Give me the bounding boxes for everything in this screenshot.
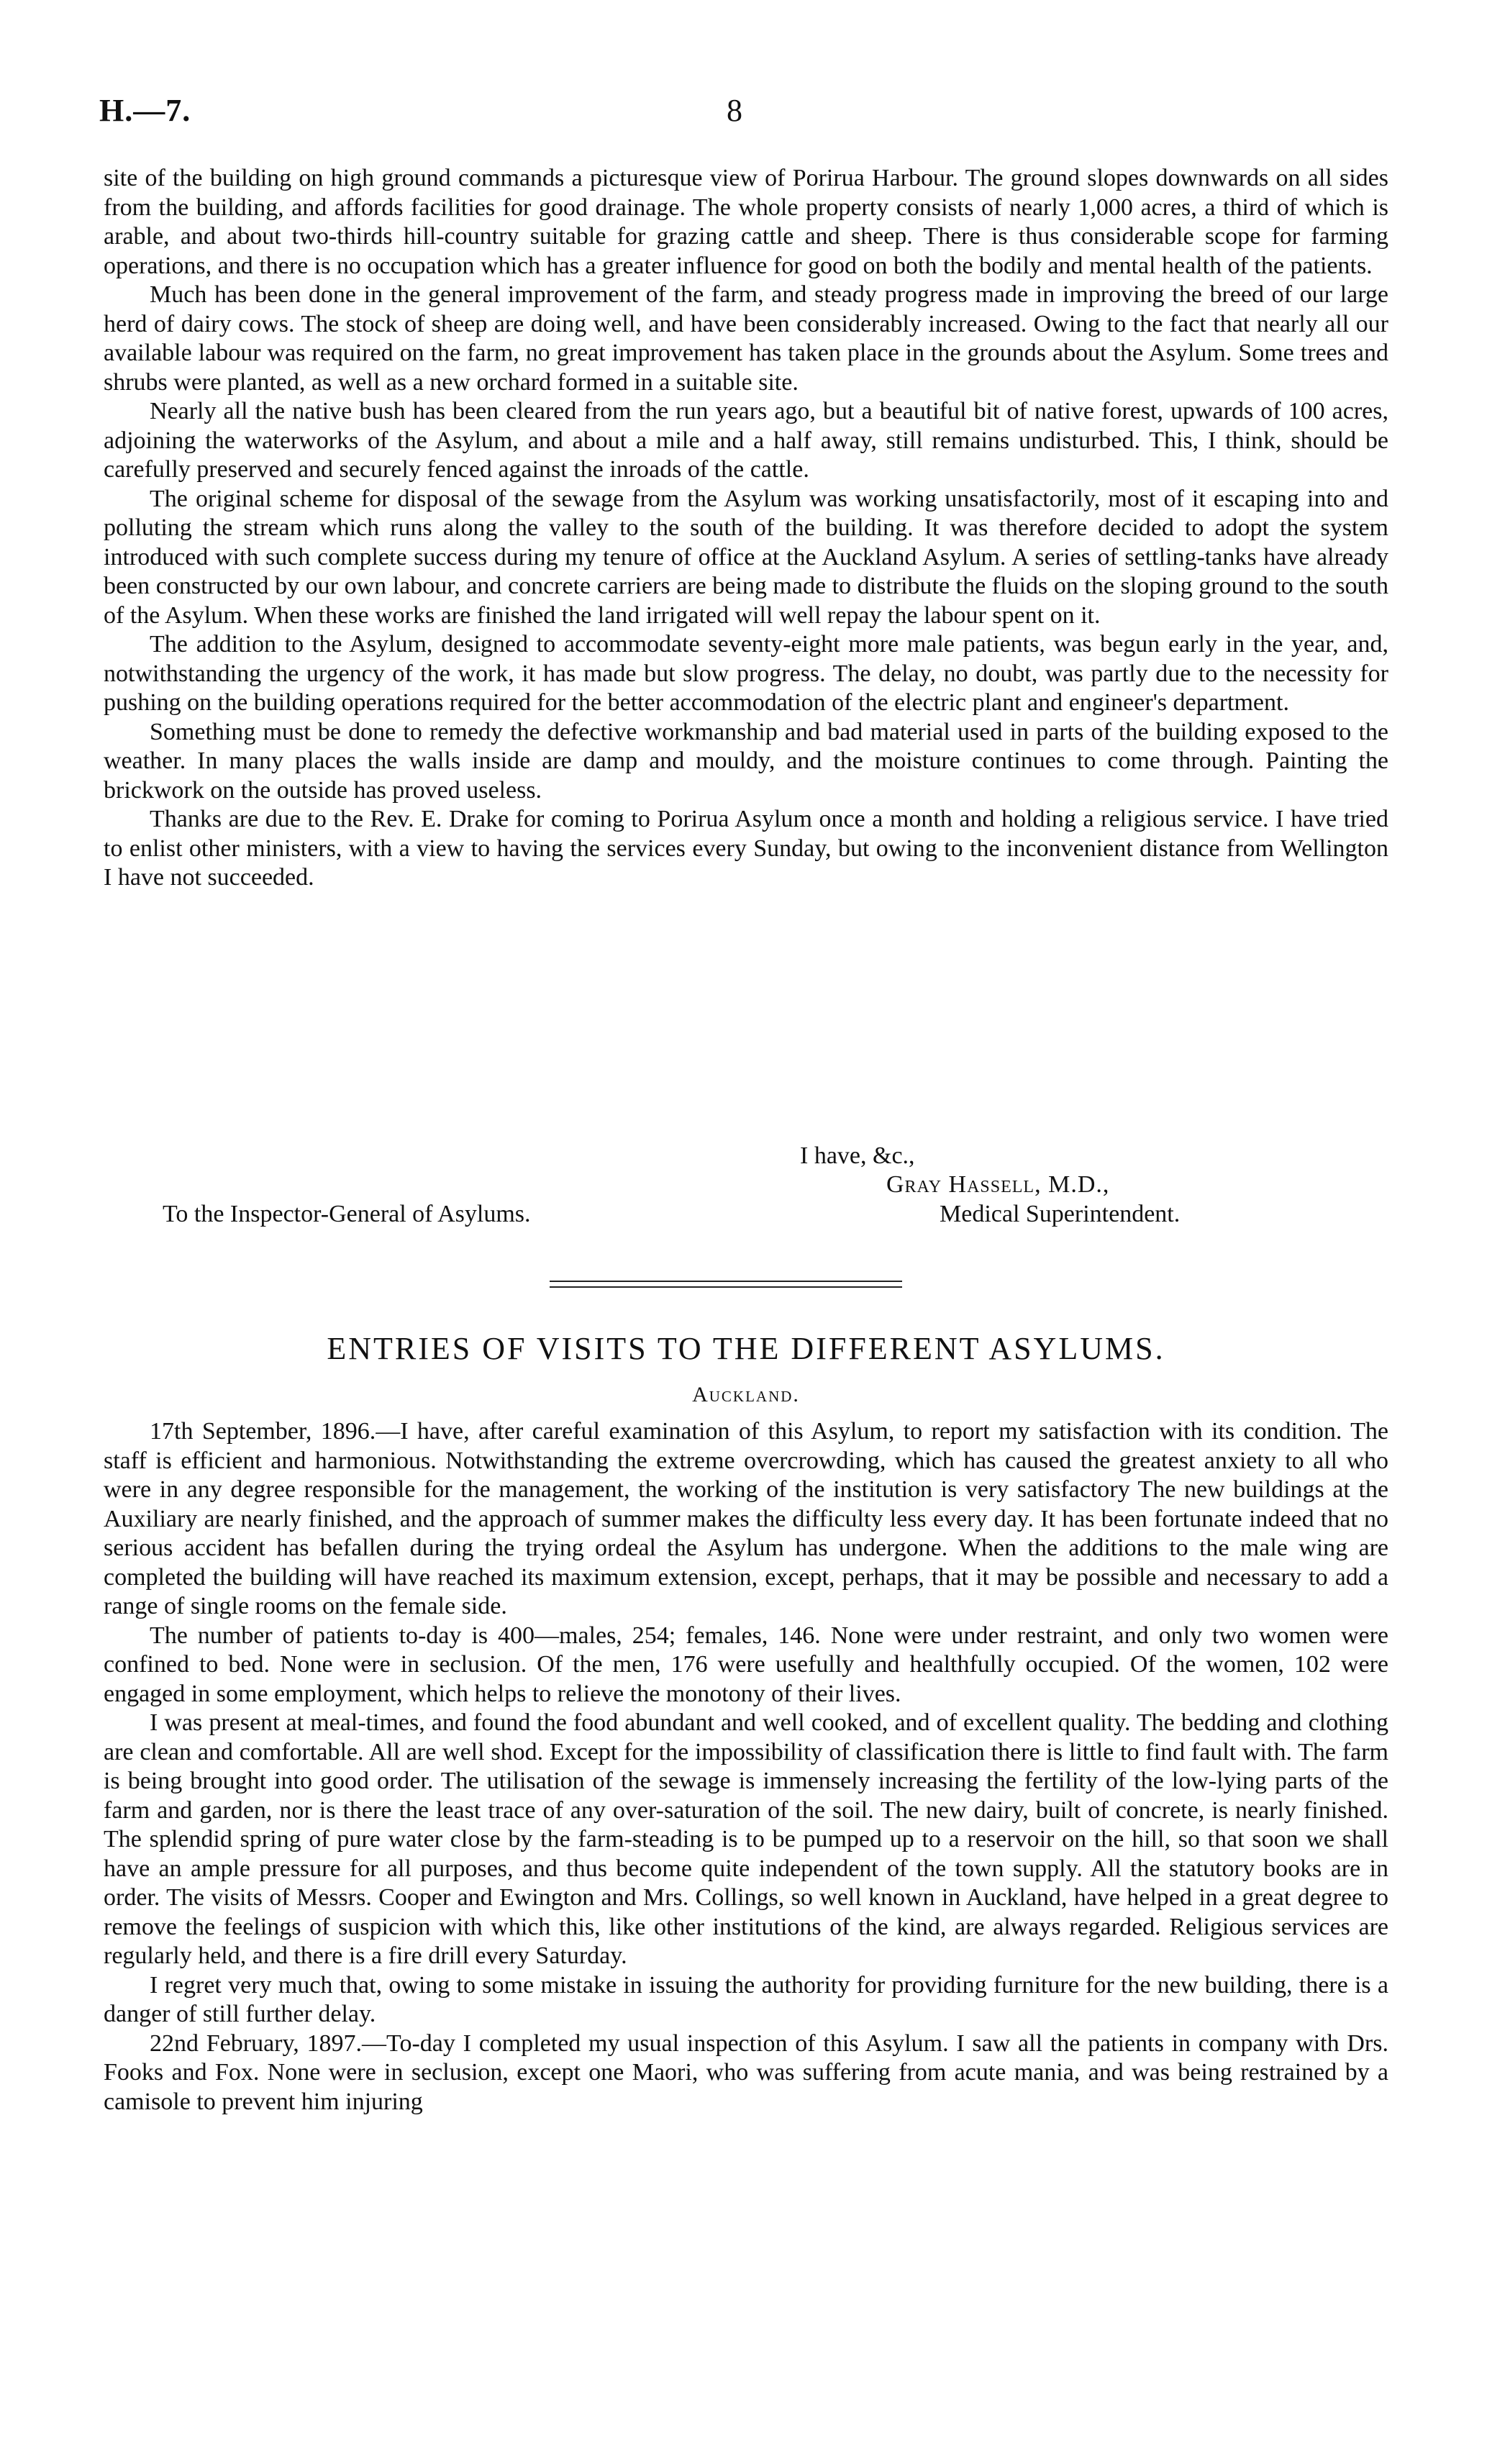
entry-paragraph: The number of patients to-day is 400—males, 254; females, 146. None were under restraint, and only two women were confined to bed. None were in seclusion. Of the men, 176 were usefully and healthfully occupied. Of the women, 102 were engaged in some employment, which helps to relieve the monotony of their lives. <box>104 1622 1388 1707</box>
report-paragraph: The addition to the Asylum, designed to accommodate seventy-eight more male patients, was begun early in the year, and, notwithstanding the urgency of the work, it has made but slow progress. The delay, no doubt, was partly due to the necessity for pushing on the building operations required for the better accommodation of the electric plant and engineer's department. <box>104 631 1388 716</box>
report-paragraph: site of the building on high ground commands a picturesque view of Porirua Harbour. The ground slopes downwards on all sides from the building, and affords facilities for good drainage. The whole property consists of nearly 1,000 acres, a third of which is arable, and about two-thirds hill-country suitable for grazing cattle and sheep. There is thus considerable scope for farming operations, and there is no occupation which has a greater influence for good on both the bodily and mental health of the patients. <box>104 165 1388 279</box>
addressee: To the Inspector-General of Asylums. <box>163 1201 531 1227</box>
entry-paragraph: 22nd February, 1897.—To-day I completed my usual inspection of this Asylum. I saw all the patients in company with Drs. Fooks and Fox. None were in seclusion, except one Maori, who was suffering from acute mania, and was being restrained by a camisole to prevent him injuring <box>104 2029 1388 2115</box>
report-closing <box>104 1142 1388 1228</box>
report-paragraph: Nearly all the native bush has been cleared from the run years ago, but a beautiful bit of native forest, upwards of 100 acres, adjoining the waterworks of the Asylum, and about a mile and a half away, still remains undisturbed. This, I think, should be carefully preserved and securely fenced against the inroads of the cattle. <box>104 398 1388 483</box>
section-divider <box>550 1286 902 1288</box>
report-paragraph: Thanks are due to the Rev. E. Drake for coming to Porirua Asylum once a month and holding a religious service. I have tried to enlist other ministers, with a view to having the services every Sunday, but owing to the inconvenient distance from Wellington I have not succeeded. <box>104 806 1388 891</box>
page-header <box>99 92 1387 135</box>
superintendent-report <box>104 164 1388 893</box>
document-reference: H.—7. <box>99 93 191 128</box>
salutation: I have, &c., <box>800 1142 915 1169</box>
entry-paragraph: 17th September, 1896.—I have, after careful examination of this Asylum, to report my satisfaction with its condition. The staff is efficient and harmonious. Notwithstanding the extreme overcrowding, which has caused the greatest anxiety to all who were in any degree responsible for the management, the working of the institution is very satisfactory The new buildings at the Auxiliary are nearly finished, and the approach of summer makes the difficulty less every day. It has been fortunate indeed that no serious accident has befallen during the trying ordeal the Asylum has undergone. When the additions to the male wing are completed the building will have reached its maximum extension, except, perhaps, that it may be possible and necessary to add a range of single rooms on the female side. <box>104 1418 1388 1619</box>
entry-paragraph: I was present at meal-times, and found the food abundant and well cooked, and of excellent quality. The bedding and clothing are clean and comfortable. All are well shod. Except for the impossibility of classification there is little to find fault with. The farm is being brought into good order. The utilisation of the sewage is immensely increasing the fertility of the low-lying parts of the farm and garden, nor is there the least trace of any over-saturation of the soil. The new dairy, built of concrete, is nearly finished. The splendid spring of pure water close by the farm-steading is to be pumped up to a reservoir on the hill, so that soon we shall have an ample pressure for all purposes, and thus become quite independent of the town supply. All the statutory books are in order. The visits of Messrs. Cooper and Ewington and Mrs. Collings, so well known in Auckland, have helped in a great degree to remove the feelings of suspicion with which this, like other institutions of the kind, are always regarded. Religious services are regularly held, and there is a fire drill every Saturday. <box>104 1709 1388 1969</box>
visit-entries <box>104 1417 1388 2117</box>
report-paragraph: Much has been done in the general improvement of the farm, and steady progress made in improving the breed of our large herd of dairy cows. The stock of sheep are doing well, and have been considerably increased. Owing to the fact that nearly all our available labour was required on the farm, no great improvement has taken place in the grounds about the Asylum. Some trees and shrubs were planted, as well as a new orchard formed in a suitable site. <box>104 281 1388 396</box>
entry-paragraph: I regret very much that, owing to some mistake in issuing the authority for providing furniture for the new building, there is a danger of still further delay. <box>104 1971 1388 2027</box>
asylum-subheading: Auckland. <box>692 1383 800 1406</box>
section-heading: ENTRIES OF VISITS TO THE DIFFERENT ASYLUMS. <box>327 1331 1165 1366</box>
section-divider <box>550 1281 902 1282</box>
report-paragraph: Something must be done to remedy the defective workmanship and bad material used in parts of the building exposed to the weather. In many places the walls inside are damp and mouldy, and the moisture continues to come through. Painting the brickwork on the outside has proved useless. <box>104 718 1388 804</box>
report-paragraph: The original scheme for disposal of the sewage from the Asylum was working unsatisfactorily, most of it escaping into and polluting the stream which runs along the valley to the south of the building. It was therefore decided to adopt the system introduced with such complete success during my tenure of office at the Auckland Asylum. A series of settling-tanks have already been constructed by our own labour, and concrete carriers are being made to distribute the fluids on the sloping ground to the south of the Asylum. When these works are finished the land irrigated will well repay the labour spent on it. <box>104 485 1388 629</box>
signatory-title: Medical Superintendent. <box>940 1201 1181 1227</box>
page-number: 8 <box>727 93 742 128</box>
signature: Gray Hassell, M.D., <box>886 1171 1110 1198</box>
